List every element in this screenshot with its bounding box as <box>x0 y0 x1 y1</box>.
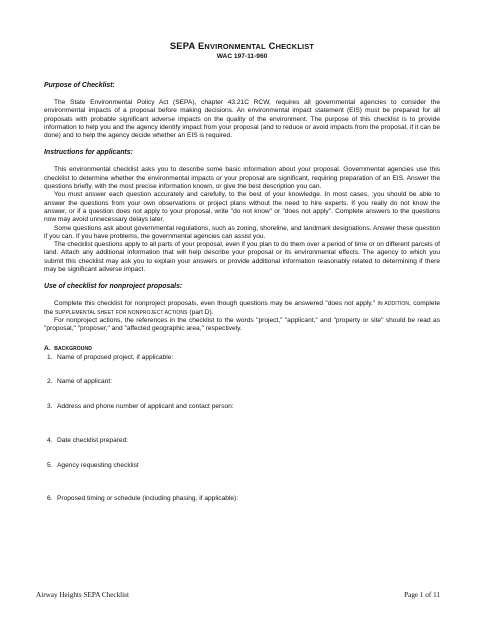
text-run: , complete the <box>44 300 440 316</box>
question-item <box>44 378 440 386</box>
question-number: 5. <box>47 462 53 470</box>
question-number: 3. <box>47 403 53 411</box>
question-number: 1. <box>47 353 53 361</box>
page-title <box>44 40 440 52</box>
text-run: Complete this checklist for nonproject proposals, even though questions may be answered "does not apply." <box>54 300 378 308</box>
section-title: BACKGROUND <box>54 345 92 352</box>
page-subtitle: WAC 197-11-960 <box>216 53 268 60</box>
nonproject-paragraph-1 <box>44 300 440 317</box>
question-text: Name of applicant: <box>57 378 112 386</box>
question-text: Agency requesting checklist <box>57 462 139 470</box>
instructions-paragraph-2: You must answer each question accurately and carefully, to the best of your knowledge. In most cases, ;you should be able to answer the questions from your own observations or project plans without the need to hire experts. If you really do not know the answer, or if a question does not apply to your proposal, write "do not know" or "does not apply". Complete answers to the questions now may avoid unnecessary delays later. <box>44 191 440 224</box>
question-number: 6. <box>47 495 53 503</box>
nonproject-paragraph-2: For nonproject actions, the references in the checklist to the words "project," "applicant," and "property or site" should be read as "proposal," "proposer," and "affected geographic area," respectively. <box>44 316 440 333</box>
question-number: 4. <box>47 436 53 444</box>
question-text: Date checklist prepared: <box>57 436 129 444</box>
title-part: SEPA E <box>169 40 205 51</box>
footer-page-number: Page 1 of 11 <box>404 591 440 599</box>
instructions-paragraph-3: Some questions ask about governmental regulations, such as zoning, shoreline, and landmark designations. Answer these question if you can. If you have problems, the governmental agencies can assist you. <box>44 224 440 240</box>
section-a-heading <box>44 345 440 353</box>
text-run: IN ADDITION <box>377 301 410 308</box>
section-letter: A. <box>44 344 51 352</box>
question-text: Address and phone number of applicant and contact person: <box>57 403 234 411</box>
question-item <box>44 403 440 411</box>
question-item <box>44 437 440 445</box>
purpose-heading: Purpose of Checklist: <box>44 82 115 89</box>
title-part: NVIRONMENTAL <box>204 42 266 51</box>
question-text: Proposed timing or schedule (including phasing, if applicable): <box>57 495 239 503</box>
title-part: HECKLIST <box>275 42 315 51</box>
question-text: Name of proposed project, if applicable: <box>57 353 174 361</box>
purpose-paragraph: The State Environmental Policy Act (SEPA), chapter 43.21C RCW, requires all governmental agencies to consider the environmental impacts of a proposal before making decisions. An environmental impact statement (EIS) must be prepared for all proposals with probable significant adverse impacts on the quality of the environment. The purpose of this checklist is to provide information to help you and the agency identify impact from your proposal (and to reduce or avoid impacts from the proposal, if it can be done) and to help the agency decide whether an EIS is required. <box>44 99 440 140</box>
footer-document-name: Airway Heights SEPA Checklist <box>36 591 129 599</box>
text-run: SUPPLEMENTAL SHEET FOR NONPROJECT ACTIONS <box>55 309 188 316</box>
title-part: C <box>265 40 276 51</box>
instructions-paragraph-4: The checklist questions apply to all parts of your proposal, even if you plan to do them over a period of time or on different parcels of land. Attach any additional information that will help describe your proposal or its environmental effects. The agency to which you submit this checklist may ask you to explain your answers or provide additional information reasonably related to determining if there may be significant adverse impact. <box>44 241 440 274</box>
question-item <box>44 495 440 503</box>
nonproject-heading: Use of checklist for nonproject proposals: <box>44 283 183 291</box>
instructions-paragraph-1: This environmental checklist asks you to describe some basic information about your proposal. Governmental agencies use this checklist to determine whether the environmental impacts or your proposal are significant, requiring preparation of an EIS. Answer the questions briefly, with the most precise information known, or give the best description you can. <box>44 166 440 191</box>
instructions-heading: Instructions for applicants: <box>44 149 133 157</box>
page-content <box>44 40 440 504</box>
question-item <box>44 354 440 362</box>
text-run: (part D). <box>187 308 214 316</box>
question-number: 2. <box>47 378 53 386</box>
question-item <box>44 462 440 470</box>
